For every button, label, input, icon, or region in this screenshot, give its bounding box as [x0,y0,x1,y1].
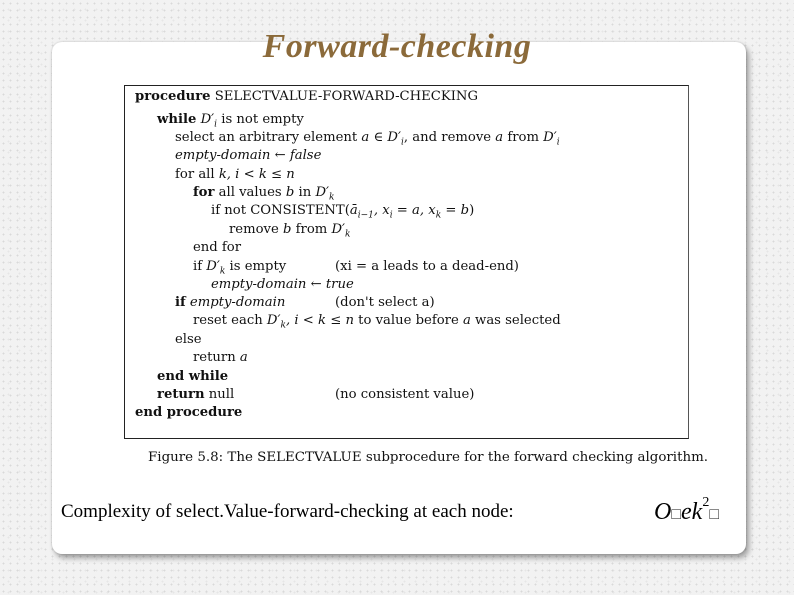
code-line-while: while $D'_i$ is not empty [157,112,304,130]
code-line-procedure: procedure SELECTVALUE-FORWARD-CHECKING [135,89,478,104]
formula-body: ek [681,499,703,525]
formula-box-right: □ [709,506,719,523]
figure-caption: Figure 5.8: The SELECTVALUE subprocedure for the forward checking algorithm. [148,450,709,465]
code-line-end-for: end for [193,240,242,255]
formula-o: O [654,499,672,525]
code-line-if-not-consistent: if not $CONSISTENT(ā_{i-1}$, $x_i = a$, $x_k = b$) [211,203,475,221]
code-line-return-a: return a [193,350,248,365]
code-line-empty-domain-false: empty-domain ← false [175,148,322,163]
code-line-reset: reset each $D'_k$, i < k ≤ n to value before a was selected [193,313,561,331]
slide-title: Forward-checking [262,28,532,65]
code-line-if-empty: if $D'_k$ is empty [193,259,287,277]
algorithm-figure [124,85,689,439]
code-line-for-all-k: for all k, i < k ≤ n [175,167,295,182]
complexity-formula [654,495,719,526]
code-line-remove-b: remove b from $D'_k$ [229,222,351,240]
code-line-end-while: end while [157,369,229,384]
code-line-end-procedure: end procedure [135,405,243,420]
code-line-empty-domain-true: empty-domain ← true [211,277,354,292]
comment-dead-end: (xi = a leads to a dead-end) [335,259,519,274]
formula-box-left: □ [671,506,682,523]
complexity-text: Complexity of select.Value-forward-checking at each node: [61,501,514,522]
code-line-return-null: return null [157,387,235,402]
code-line-for-all-values: for all values b in $D'_k$ [193,185,335,203]
formula-exponent: 2 [702,495,710,510]
code-line-if-empty-domain: if empty-domain [175,295,286,310]
comment-dont-select: (don't select a) [335,295,435,310]
code-line-select: select an arbitrary element a ∈ $D'_i$, and remove a from $D'_i$ [175,130,560,148]
code-line-else: else [175,332,202,347]
comment-no-consistent: (no consistent value) [335,387,475,402]
